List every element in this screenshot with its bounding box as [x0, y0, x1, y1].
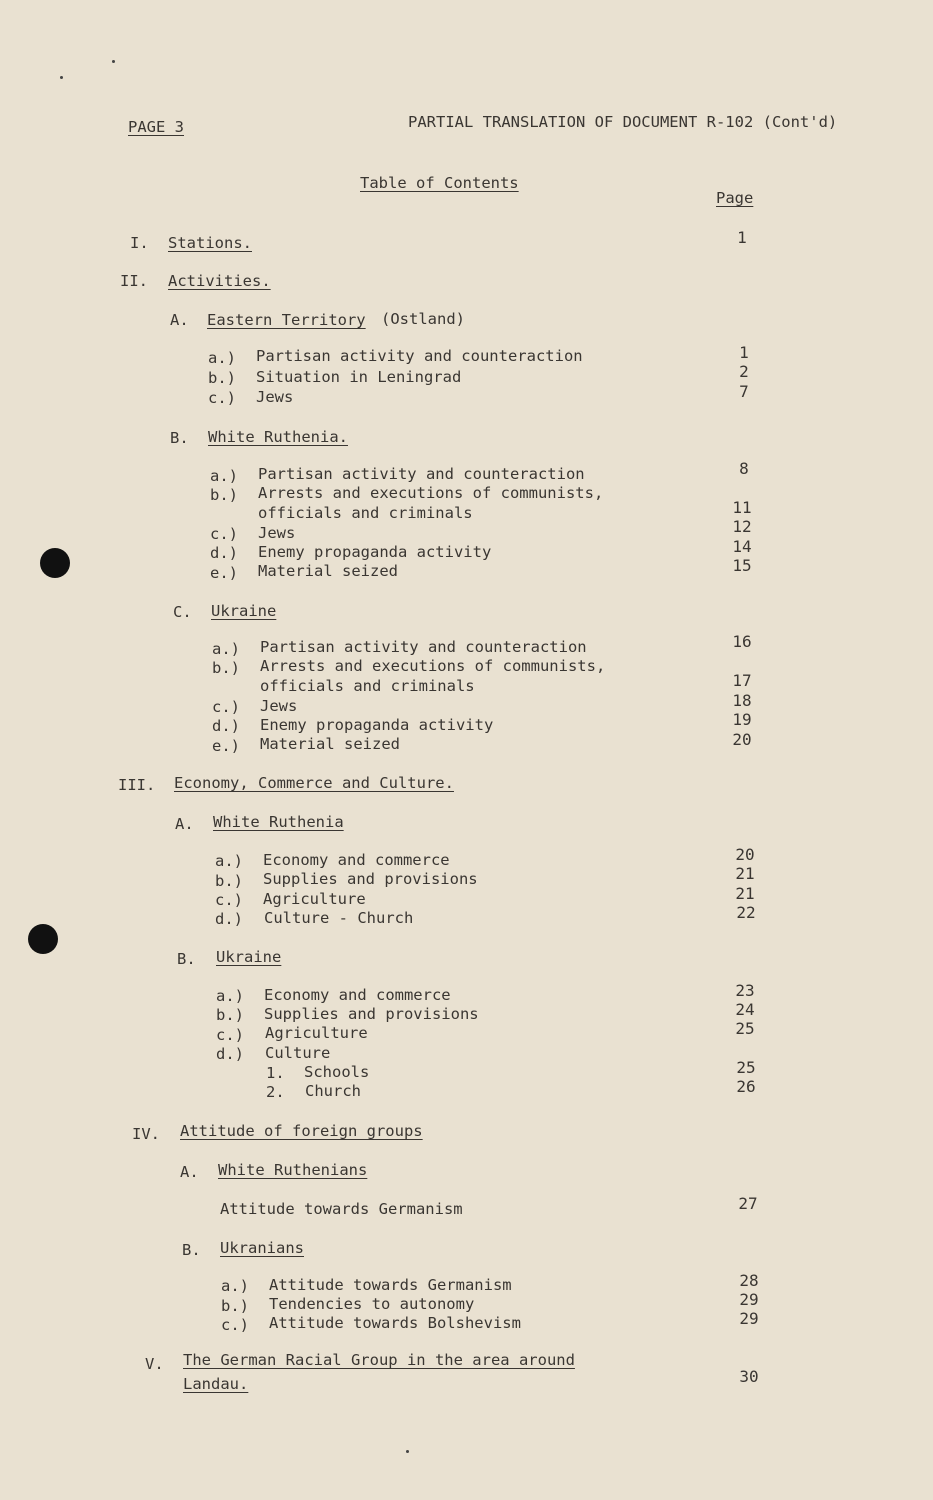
- item-marker: c.): [221, 1316, 249, 1334]
- item-marker: c.): [212, 698, 240, 716]
- page-number: 14: [732, 537, 752, 556]
- item-marker: a.): [216, 987, 244, 1005]
- item-text-continued: officials and criminals: [260, 677, 475, 695]
- item-text-continued: officials and criminals: [258, 504, 473, 522]
- page-number: 1: [737, 228, 747, 247]
- punch-hole-upper: [40, 548, 70, 578]
- item-marker: d.): [212, 717, 240, 735]
- item-marker: e.): [212, 737, 240, 755]
- item-marker: b.): [221, 1297, 249, 1315]
- sub-item-marker: 1.: [266, 1064, 285, 1082]
- item-marker: b.): [208, 369, 236, 387]
- item-text: Culture: [265, 1044, 331, 1062]
- speck: [112, 60, 115, 63]
- item-text: Jews: [260, 697, 298, 715]
- item-text: Attitude towards Bolshevism: [269, 1314, 521, 1332]
- subsection-suffix: (Ostland): [381, 310, 465, 328]
- document-title: PARTIAL TRANSLATION OF DOCUMENT R-102 (Cont'd): [408, 113, 838, 131]
- page-number: 16: [732, 632, 752, 651]
- page-number: 20: [735, 845, 755, 864]
- subsection-title: White Ruthenia.: [208, 428, 348, 446]
- item-marker: a.): [215, 852, 243, 870]
- item-marker: c.): [216, 1026, 244, 1044]
- item-marker: e.): [210, 564, 238, 582]
- section-title: The German Racial Group in the area around: [183, 1351, 575, 1369]
- subsection-letter: B.: [177, 950, 196, 968]
- subsection-letter: A.: [170, 311, 189, 329]
- page-number: 15: [732, 556, 752, 575]
- page-number: 25: [736, 1058, 756, 1077]
- item-marker: a.): [210, 467, 238, 485]
- item-text: Jews: [256, 388, 294, 406]
- item-text: Partisan activity and counteraction: [260, 638, 587, 656]
- page-column-heading: Page: [716, 189, 754, 207]
- page-number: 11: [732, 498, 752, 517]
- page-number: 12: [732, 517, 752, 536]
- section-title: Activities.: [168, 272, 271, 290]
- item-marker: c.): [208, 389, 236, 407]
- item-text: Agriculture: [265, 1024, 368, 1042]
- subsection-title: Ukraine: [211, 602, 277, 620]
- section-number: III.: [118, 776, 156, 794]
- section-title: Stations.: [168, 234, 252, 252]
- subsection-title: Ukraine: [216, 948, 282, 966]
- page-label: PAGE 3: [128, 118, 184, 136]
- section-title-continued: Landau.: [183, 1375, 249, 1393]
- toc-heading: Table of Contents: [360, 174, 519, 192]
- page-number: 28: [739, 1271, 759, 1290]
- item-text: Partisan activity and counteraction: [256, 347, 583, 365]
- item-text: Arrests and executions of communists,: [260, 657, 606, 675]
- item-text: Material seized: [260, 735, 400, 753]
- section-title: Attitude of foreign groups: [180, 1122, 423, 1140]
- item-text: Economy and commerce: [263, 851, 450, 869]
- item-text: Partisan activity and counteraction: [258, 465, 585, 483]
- page-number: 30: [739, 1367, 759, 1386]
- section-number: II.: [120, 272, 148, 290]
- page-number: 26: [736, 1077, 756, 1096]
- page-number: 7: [739, 382, 749, 401]
- item-text: Economy and commerce: [264, 986, 451, 1004]
- subsection-title: Ukranians: [220, 1239, 304, 1257]
- page-number: 8: [739, 459, 749, 478]
- page-number: 27: [738, 1194, 758, 1213]
- item-text: Enemy propaganda activity: [260, 716, 494, 734]
- item-text: Jews: [258, 524, 296, 542]
- sub-item-marker: 2.: [266, 1083, 285, 1101]
- item-marker: d.): [210, 544, 238, 562]
- item-text: Attitude towards Germanism: [269, 1276, 512, 1294]
- item-marker: d.): [215, 910, 243, 928]
- subsection-letter: B.: [182, 1241, 201, 1259]
- item-text: Material seized: [258, 562, 398, 580]
- sub-item-text: Church: [305, 1082, 361, 1100]
- subsection-title: White Ruthenians: [218, 1161, 368, 1179]
- section-number: I.: [130, 234, 149, 252]
- item-text: Agriculture: [263, 890, 366, 908]
- page-number: 21: [735, 884, 755, 903]
- item-marker: b.): [212, 659, 240, 677]
- item-text: Culture - Church: [264, 909, 414, 927]
- item-marker: c.): [215, 891, 243, 909]
- page-number: 2: [739, 362, 749, 381]
- item-text: Arrests and executions of communists,: [258, 484, 604, 502]
- item-text: Enemy propaganda activity: [258, 543, 492, 561]
- item-marker: b.): [210, 486, 238, 504]
- sub-item-text: Schools: [304, 1063, 370, 1081]
- page-number: 24: [735, 1000, 755, 1019]
- item-text: Supplies and provisions: [264, 1005, 479, 1023]
- item-text: Supplies and provisions: [263, 870, 478, 888]
- item-text: Attitude towards Germanism: [220, 1200, 463, 1218]
- item-marker: c.): [210, 525, 238, 543]
- item-text: Situation in Leningrad: [256, 368, 462, 386]
- subsection-letter: B.: [170, 429, 189, 447]
- subsection-letter: C.: [173, 603, 192, 621]
- item-marker: b.): [216, 1006, 244, 1024]
- item-marker: b.): [215, 872, 243, 890]
- punch-hole-lower: [28, 924, 58, 954]
- page-number: 29: [739, 1290, 759, 1309]
- item-text: Tendencies to autonomy: [269, 1295, 475, 1313]
- page-number: 29: [739, 1309, 759, 1328]
- page-number: 20: [732, 730, 752, 749]
- subsection-title: White Ruthenia: [213, 813, 344, 831]
- item-marker: a.): [208, 349, 236, 367]
- page-number: 17: [732, 671, 752, 690]
- page-number: 19: [732, 710, 752, 729]
- speck: [60, 76, 63, 79]
- page-number: 22: [736, 903, 756, 922]
- section-number: V.: [145, 1355, 164, 1373]
- page-number: 23: [735, 981, 755, 1000]
- item-marker: a.): [212, 640, 240, 658]
- item-marker: d.): [216, 1045, 244, 1063]
- section-title: Economy, Commerce and Culture.: [174, 774, 454, 792]
- page-number: 1: [739, 343, 749, 362]
- page-number: 21: [735, 864, 755, 883]
- page-number: 25: [735, 1019, 755, 1038]
- subsection-letter: A.: [175, 815, 194, 833]
- subsection-letter: A.: [180, 1163, 199, 1181]
- section-number: IV.: [132, 1125, 160, 1143]
- page-number: 18: [732, 691, 752, 710]
- item-marker: a.): [221, 1277, 249, 1295]
- subsection-title: Eastern Territory: [207, 311, 366, 329]
- speck: [406, 1450, 409, 1453]
